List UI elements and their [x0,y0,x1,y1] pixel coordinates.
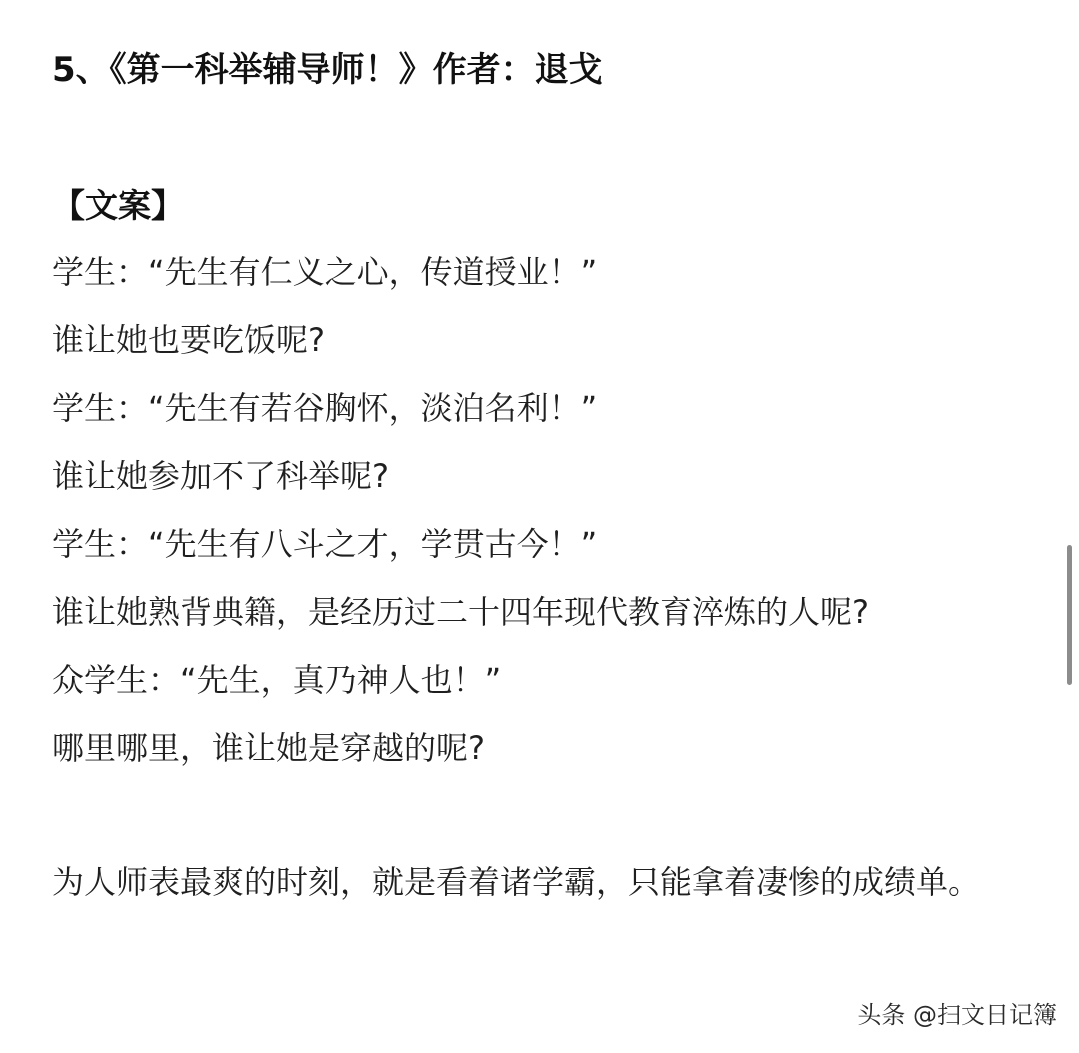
book-title-heading: 5、《第一科举辅导师！》作者：退戈 [52,50,603,90]
synopsis-line: 学生：“先生有若谷胸怀，淡泊名利！” [52,389,598,427]
synopsis-lines [52,238,869,782]
scrollbar-thumb[interactable] [1067,545,1072,685]
synopsis-line: 谁让她也要吃饭呢? [52,321,325,359]
source-watermark: 头条 @扫文日记簿 [857,1001,1057,1029]
vertical-scrollbar[interactable] [1065,0,1079,1053]
closing-paragraph: 为人师表最爽的时刻，就是看着诸学霸，只能拿着凄惨的成绩单。 [52,863,981,901]
synopsis-section-label: 【文案】 [52,186,184,225]
synopsis-line: 谁让她熟背典籍，是经历过二十四年现代教育淬炼的人呢? [52,593,869,631]
synopsis-line: 众学生：“先生，真乃神人也！” [52,661,502,699]
synopsis-line: 哪里哪里，谁让她是穿越的呢? [52,729,485,767]
synopsis-line: 学生：“先生有仁义之心，传道授业！” [52,253,598,291]
synopsis-line: 学生：“先生有八斗之才，学贯古今！” [52,525,598,563]
synopsis-line: 谁让她参加不了科举呢? [52,457,389,495]
